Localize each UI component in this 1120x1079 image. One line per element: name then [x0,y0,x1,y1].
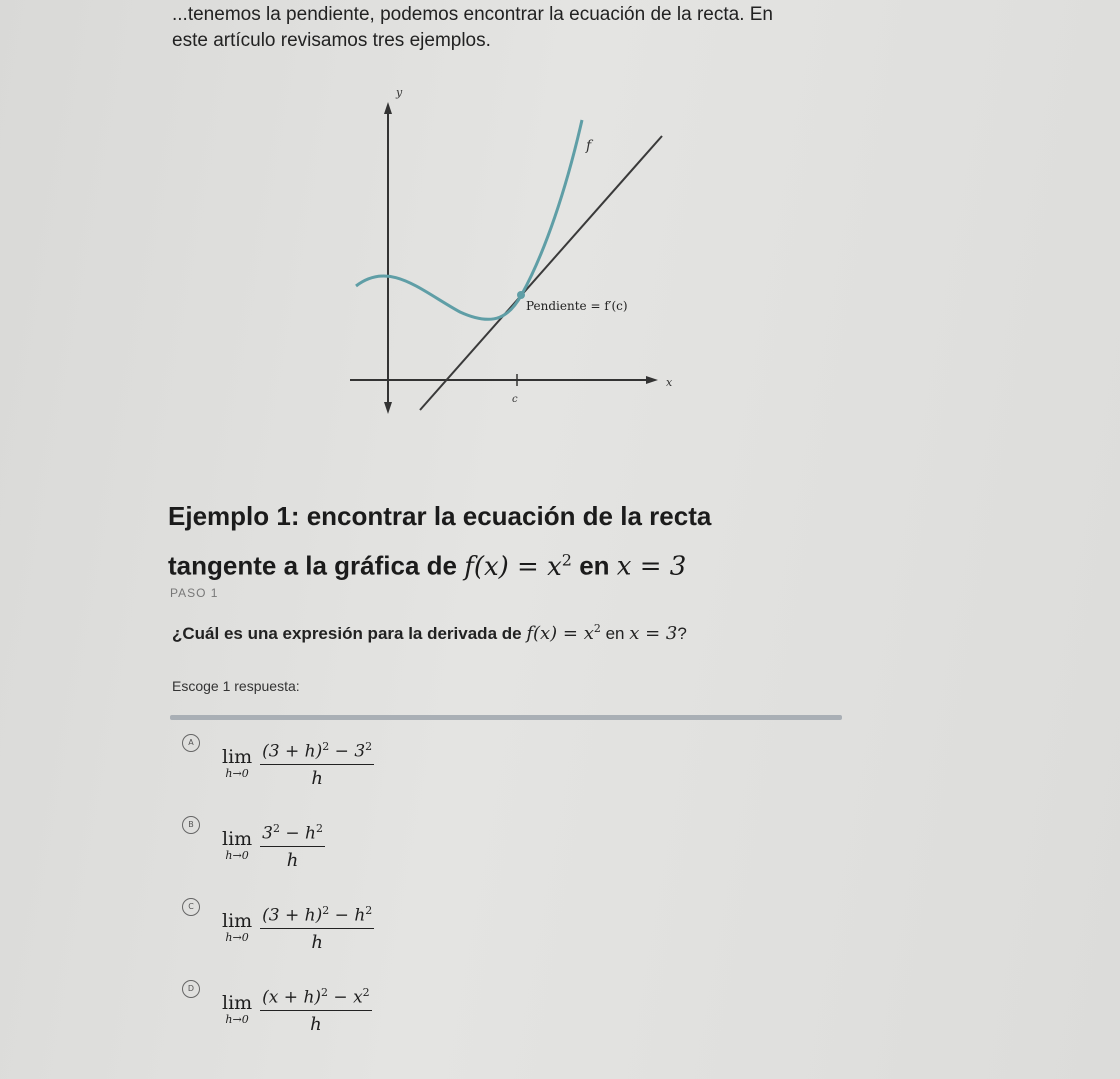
lim-word-b: lim [222,828,253,851]
numerator-b [260,822,325,847]
num-exp1-b: 2 [273,822,280,835]
answer-instruction: Escoge 1 respuesta: [172,678,300,694]
num-exp1-c: 2 [322,904,330,917]
num-exp1-d: 2 [321,986,329,999]
heading-func-text: f(x) = x [464,551,562,582]
question-point: x = 3 [629,623,678,644]
intro-paragraph [172,2,892,54]
heading-line-2 [168,538,808,589]
tangency-point [517,291,525,299]
heading-function [464,552,572,582]
num-base-a: (3 + h) [262,741,323,762]
lim-sub-a: h→0 [225,767,249,781]
question-func-exp: 2 [593,622,601,635]
heading-point: x = 3 [616,551,687,582]
radio-d[interactable]: D [182,980,200,998]
tangent-line [420,136,662,410]
question-func-text: f(x) = x [526,623,594,644]
option-c[interactable] [182,896,442,956]
lim-word-c: lim [222,910,253,933]
intro-line-1: ...tenemos la pendiente, podemos encontrar la ecuación de la recta. En [172,4,773,25]
lim-sub-c: h→0 [225,931,249,945]
question-function [526,623,601,644]
heading-line-1: Ejemplo 1: encontrar la ecuación de la recta [168,501,712,531]
heading-func-exp: 2 [561,550,572,569]
divider [170,715,842,720]
fraction-a [260,740,374,789]
y-axis-arrow-down [384,402,392,414]
question-en: en [600,624,630,643]
num-exp2-c: 2 [365,904,373,917]
denominator-b: h [286,849,299,871]
slope-label: Pendiente = f′(c) [526,299,628,313]
function-curve [356,120,582,319]
lim-word-a: lim [222,746,253,769]
lim-block-d [222,993,252,1027]
numerator-a [260,740,374,765]
y-axis-arrow [384,102,392,114]
num-exp2-a: 2 [365,740,373,753]
num-mid-c: − h [329,905,366,926]
denominator-d: h [310,1013,322,1035]
num-mid-a: − 3 [329,741,366,762]
fraction-b [260,822,325,871]
x-label: x [666,376,673,389]
example-heading [168,494,808,589]
intro-line-2: este artículo revisamos tres ejemplos. [172,30,491,51]
option-b[interactable] [182,814,442,874]
lim-sub-b: h→0 [225,849,249,863]
heading-prefix: tangente a la gráfica de [168,550,465,581]
numerator-c [260,904,374,929]
fraction-d [260,986,372,1035]
question-prompt [172,622,687,644]
num-mid-d: − x [328,987,363,1008]
option-b-expression [222,822,325,871]
curve-label: f [586,138,592,154]
radio-b[interactable]: B [182,816,200,834]
num-exp2-b: 2 [316,822,324,835]
denominator-c: h [311,931,324,953]
num-base-c: (3 + h) [262,905,323,926]
num-exp1-a: 2 [322,740,330,753]
y-label: y [396,86,403,99]
lim-block-c [222,911,252,945]
step-label: PASO 1 [170,586,219,600]
option-a-expression [222,740,374,789]
tangent-line-graph [330,80,690,420]
num-exp2-d: 2 [362,986,370,999]
c-label: c [512,394,518,405]
question-text: ¿Cuál es una expresión para la derivada de [172,624,527,643]
lim-block-a [222,747,252,781]
numerator-d [260,986,372,1011]
num-base-b: 3 [262,823,273,844]
option-d[interactable] [182,978,442,1038]
option-a[interactable] [182,732,442,792]
denominator-a: h [311,767,323,789]
x-axis-arrow [646,376,658,384]
radio-c[interactable]: C [182,898,200,916]
option-c-expression [222,904,374,953]
heading-en: en [571,550,617,581]
fraction-c [260,904,374,953]
num-mid-b: − h [280,823,317,844]
question-end: ? [677,624,687,643]
lim-word-d: lim [222,992,253,1015]
radio-a[interactable]: A [182,734,200,752]
num-base-d: (x + h) [262,987,322,1008]
graph-svg [330,80,690,420]
lim-sub-d: h→0 [225,1013,249,1027]
lim-block-b [222,829,252,863]
option-d-expression [222,986,372,1035]
